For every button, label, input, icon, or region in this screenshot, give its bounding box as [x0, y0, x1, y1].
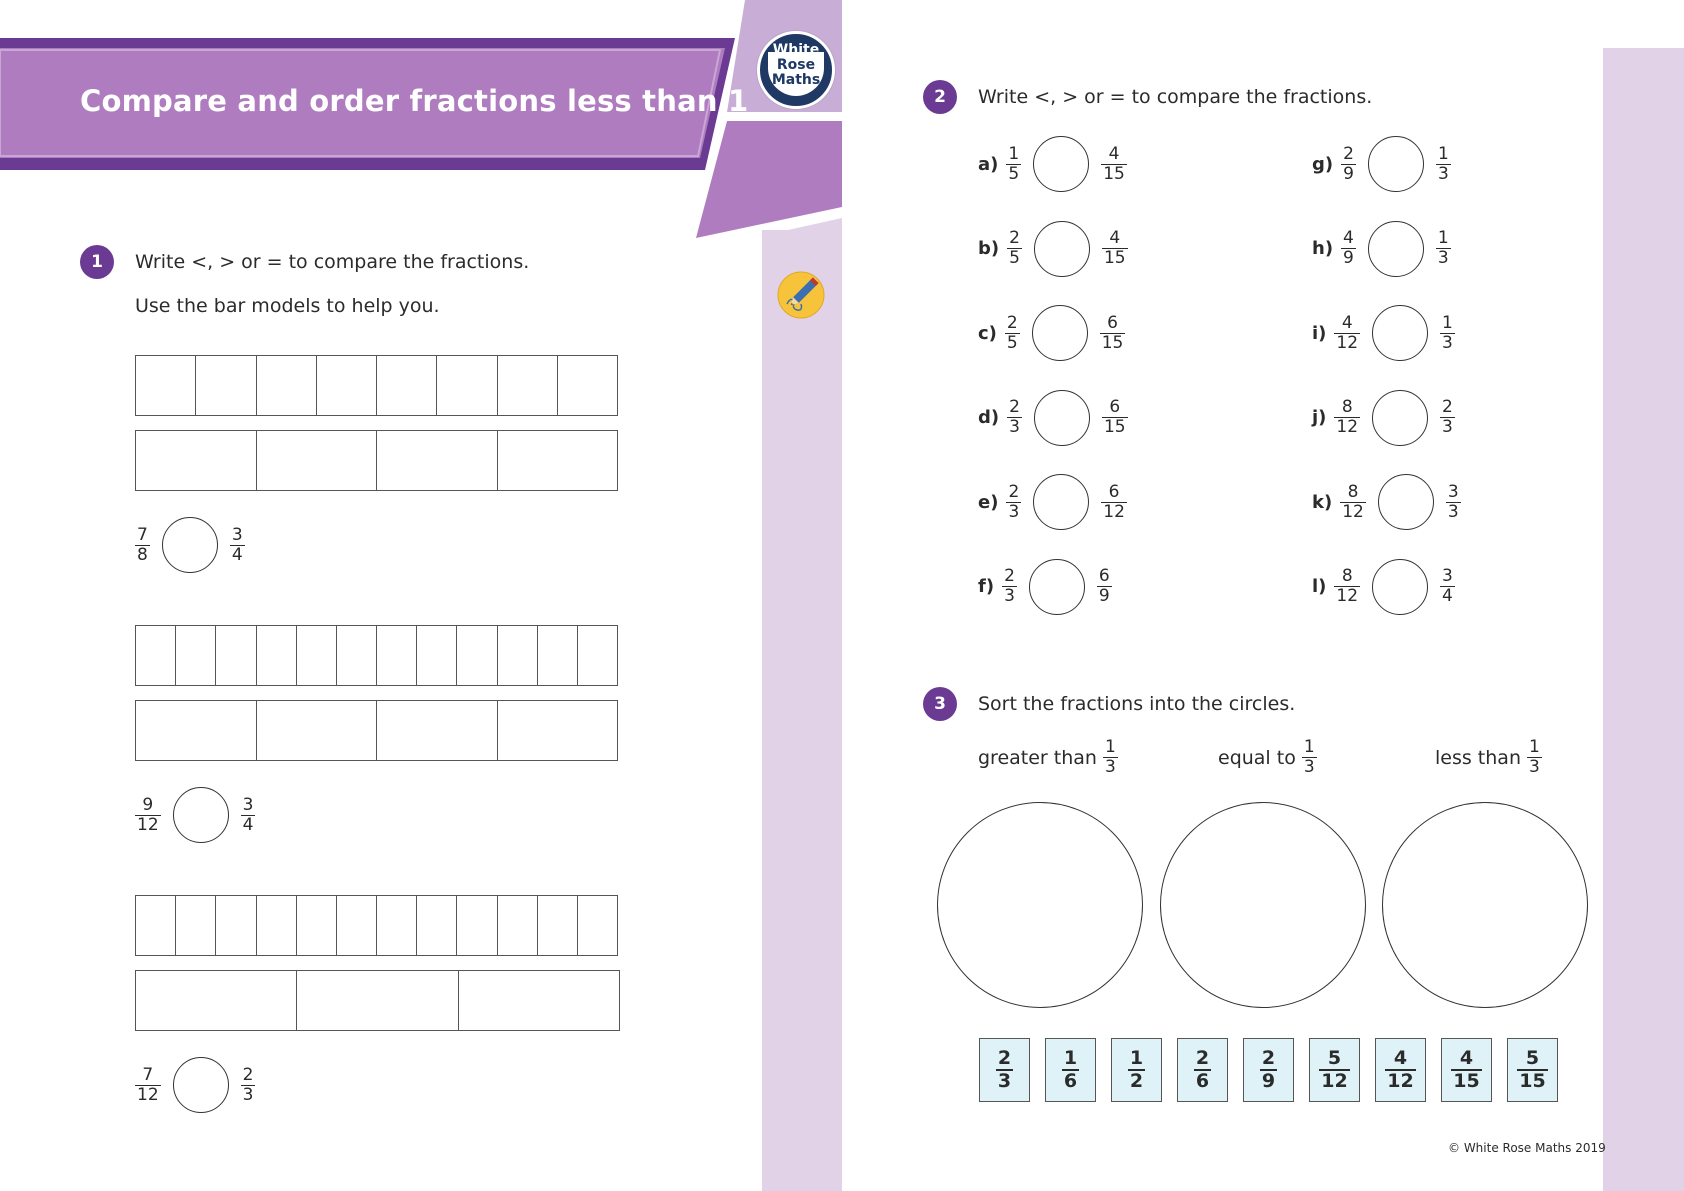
- question-1-number: 1: [80, 245, 114, 279]
- comparison-e: [978, 474, 1127, 530]
- copyright-notice: © White Rose Maths 2019: [1448, 1141, 1606, 1155]
- question-3-instruction: Sort the fractions into the circles.: [978, 693, 1296, 715]
- comparison-g: [1312, 136, 1451, 192]
- bar-cell: [417, 896, 457, 955]
- left-page-margin-strip: [762, 230, 842, 1191]
- right-fraction: [1102, 229, 1128, 268]
- pencil-icon: [777, 271, 825, 319]
- denominator: 4: [1442, 586, 1453, 606]
- question-1-instruction: Write <, > or = to compare the fractions.: [135, 251, 530, 273]
- fraction-card[interactable]: [1309, 1038, 1360, 1102]
- denominator: 9: [1261, 1070, 1276, 1092]
- sort-label-3: [1435, 738, 1542, 777]
- answer-circle[interactable]: [173, 787, 229, 843]
- card-fraction: [1128, 1048, 1145, 1092]
- denominator: 6: [1063, 1070, 1078, 1092]
- bar-cell: [498, 701, 618, 760]
- left-fraction: [1007, 229, 1022, 268]
- comparison-i: [1312, 305, 1455, 361]
- bar-cell: [337, 896, 377, 955]
- numerator: 8: [1341, 397, 1353, 417]
- denominator: 12: [1342, 501, 1364, 522]
- sorting-circle-3[interactable]: [1382, 802, 1588, 1008]
- bar-cell: [498, 356, 558, 415]
- numerator: 1: [1063, 1047, 1078, 1069]
- bar-cell: [377, 896, 417, 955]
- numerator: 2: [1008, 481, 1020, 502]
- item-label: j): [1312, 407, 1327, 428]
- item-label: b): [978, 238, 1000, 259]
- numerator: 8: [1341, 566, 1353, 586]
- numerator: 1: [1129, 1047, 1144, 1069]
- numerator: 4: [1393, 1047, 1408, 1069]
- denominator: 15: [1519, 1070, 1546, 1092]
- bar-cell: [176, 896, 216, 955]
- fraction-card[interactable]: [1375, 1038, 1426, 1102]
- comparison-j: [1312, 390, 1455, 446]
- numerator: 6: [1109, 397, 1121, 417]
- answer-circle[interactable]: [1372, 559, 1428, 615]
- answer-circle[interactable]: [1378, 474, 1434, 530]
- bar-cell: [257, 626, 297, 685]
- bar-cell: [538, 626, 578, 685]
- card-fraction: [1194, 1048, 1211, 1092]
- item-label: i): [1312, 322, 1327, 344]
- numerator: 1: [1303, 737, 1315, 757]
- denominator: 12: [137, 814, 159, 835]
- card-fraction: [996, 1048, 1013, 1092]
- bar-cell: [578, 896, 617, 955]
- card-fraction: [1517, 1048, 1547, 1092]
- answer-circle[interactable]: [1372, 305, 1428, 361]
- bar-cell: [377, 431, 498, 490]
- bar-cell: [457, 896, 497, 955]
- bar-cell: [176, 626, 216, 685]
- left-fraction: [135, 796, 161, 835]
- bar-cell: [459, 971, 619, 1030]
- item-label: g): [1312, 153, 1334, 175]
- numerator: 4: [1459, 1047, 1474, 1069]
- numerator: 9: [142, 794, 154, 815]
- answer-circle[interactable]: [1034, 221, 1090, 277]
- sort-label-text: greater than: [978, 746, 1097, 769]
- answer-circle[interactable]: [1033, 474, 1089, 530]
- numerator: 2: [1442, 397, 1453, 417]
- numerator: 4: [1108, 143, 1120, 164]
- answer-circle[interactable]: [1368, 136, 1424, 192]
- bar-cell: [317, 356, 377, 415]
- fraction-card[interactable]: [1243, 1038, 1294, 1102]
- bar-cell: [136, 356, 196, 415]
- numerator: 4: [1343, 228, 1354, 248]
- right-fraction: [1436, 145, 1451, 184]
- left-fraction: [1334, 314, 1360, 353]
- answer-circle[interactable]: [1029, 559, 1085, 615]
- numerator: 2: [1006, 312, 1018, 333]
- numerator: 1: [1437, 228, 1449, 248]
- left-fraction: [1006, 483, 1021, 522]
- bar-cell: [216, 896, 256, 955]
- bar-cell: [257, 701, 378, 760]
- comparison-c: [978, 305, 1125, 361]
- numerator: 8: [1347, 481, 1359, 502]
- answer-circle[interactable]: [1372, 390, 1428, 446]
- card-fraction: [1451, 1048, 1481, 1092]
- bar-cell: [136, 971, 297, 1030]
- denominator: 4: [231, 544, 243, 565]
- left-fraction: [1006, 145, 1021, 184]
- denominator: 3: [997, 1070, 1012, 1092]
- answer-circle[interactable]: [1034, 390, 1090, 446]
- right-page-margin-strip: [1603, 48, 1684, 1191]
- numerator: 7: [142, 1064, 154, 1085]
- bar-cell: [337, 626, 377, 685]
- page-title: Compare and order fractions less than 1: [80, 84, 749, 118]
- item-label: l): [1312, 576, 1327, 597]
- numerator: 7: [137, 524, 148, 545]
- comparison-l: [1312, 559, 1455, 615]
- comparison-3: [135, 1057, 255, 1113]
- numerator: 1: [1008, 143, 1020, 164]
- bar-cell: [457, 626, 497, 685]
- denominator: 3: [1437, 163, 1449, 184]
- bar-cell: [417, 626, 457, 685]
- left-fraction: [1341, 229, 1356, 268]
- sort-label-text: equal to: [1218, 746, 1296, 769]
- denominator: 5: [1008, 163, 1020, 184]
- left-fraction: [1002, 567, 1017, 606]
- item-label: c): [978, 322, 997, 344]
- bar-cell: [136, 431, 257, 490]
- answer-circle[interactable]: [1032, 305, 1088, 361]
- bar-cell: [297, 626, 337, 685]
- question-2-number: 2: [923, 80, 957, 114]
- sort-label-text: less than: [1435, 746, 1521, 769]
- bar-model-2-1: [135, 625, 618, 686]
- bar-cell: [297, 971, 458, 1030]
- numerator: 3: [242, 794, 254, 815]
- bar-model-2-2: [135, 700, 618, 761]
- right-fraction: [241, 796, 256, 835]
- card-fraction: [1260, 1048, 1277, 1092]
- denominator: 3: [1303, 757, 1315, 777]
- denominator: 15: [1103, 417, 1126, 437]
- denominator: 12: [137, 1084, 159, 1105]
- sorting-circle-2[interactable]: [1160, 802, 1366, 1008]
- bar-cell: [377, 356, 437, 415]
- left-fraction: [1341, 145, 1356, 184]
- sort-label-fraction: [1103, 738, 1118, 777]
- denominator: 3: [1009, 417, 1020, 437]
- denominator: 12: [1336, 586, 1359, 606]
- numerator: 4: [1341, 312, 1353, 333]
- numerator: 2: [1004, 566, 1015, 586]
- item-label: k): [1312, 491, 1333, 513]
- numerator: 1: [1442, 312, 1453, 333]
- item-label: d): [978, 407, 1000, 428]
- right-fraction: [241, 1066, 256, 1105]
- fraction-card[interactable]: [1507, 1038, 1558, 1102]
- fraction-card[interactable]: [1111, 1038, 1162, 1102]
- numerator: 2: [1343, 143, 1354, 164]
- bar-model-3-1: [135, 895, 618, 956]
- denominator: 15: [1453, 1070, 1480, 1092]
- numerator: 2: [1009, 397, 1020, 417]
- numerator: 6: [1108, 481, 1120, 502]
- left-fraction: [1005, 314, 1020, 353]
- bar-cell: [257, 431, 378, 490]
- denominator: 3: [1437, 248, 1449, 268]
- denominator: 3: [1528, 757, 1540, 777]
- header-banner: [0, 0, 842, 240]
- left-fraction: [135, 1066, 161, 1105]
- denominator: 3: [1447, 501, 1459, 522]
- numerator: 3: [231, 524, 243, 545]
- denominator: 12: [1387, 1070, 1414, 1092]
- item-label: a): [978, 153, 999, 175]
- numerator: 1: [1528, 737, 1540, 757]
- right-fraction: [230, 526, 245, 565]
- numerator: 2: [242, 1064, 254, 1085]
- sorting-circle-1[interactable]: [937, 802, 1143, 1008]
- answer-circle[interactable]: [1033, 136, 1089, 192]
- bar-cell: [297, 896, 337, 955]
- bar-cell: [538, 896, 578, 955]
- denominator: 5: [1006, 332, 1018, 353]
- denominator: 12: [1103, 501, 1125, 522]
- numerator: 2: [1261, 1047, 1276, 1069]
- numerator: 3: [1442, 566, 1453, 586]
- left-fraction: [1334, 398, 1360, 437]
- left-fraction: [135, 526, 150, 565]
- answer-circle[interactable]: [162, 517, 218, 573]
- bar-cell: [498, 431, 618, 490]
- sort-label-1: [978, 738, 1118, 777]
- bar-cell: [136, 896, 176, 955]
- numerator: 5: [1327, 1047, 1342, 1069]
- right-fraction: [1102, 398, 1128, 437]
- bar-cell: [578, 626, 617, 685]
- numerator: 2: [997, 1047, 1012, 1069]
- comparison-2: [135, 787, 255, 843]
- numerator: 4: [1109, 228, 1121, 248]
- left-fraction: [1334, 567, 1360, 606]
- card-fraction: [1385, 1048, 1415, 1092]
- card-fraction: [1062, 1048, 1079, 1092]
- fraction-card[interactable]: [1441, 1038, 1492, 1102]
- comparison-b: [978, 221, 1128, 277]
- bar-cell: [136, 701, 257, 760]
- right-fraction: [1440, 314, 1455, 353]
- comparison-1: [135, 517, 245, 573]
- bar-cell: [437, 356, 497, 415]
- right-fraction: [1100, 314, 1126, 353]
- bar-model-3-2: [135, 970, 620, 1031]
- denominator: 9: [1343, 163, 1354, 184]
- fraction-card[interactable]: [979, 1038, 1030, 1102]
- numerator: 2: [1009, 228, 1020, 248]
- item-label: h): [1312, 238, 1334, 259]
- denominator: 12: [1336, 417, 1359, 437]
- denominator: 15: [1103, 163, 1125, 184]
- left-fraction: [1007, 398, 1022, 437]
- answer-circle[interactable]: [173, 1057, 229, 1113]
- fraction-card[interactable]: [1045, 1038, 1096, 1102]
- bar-cell: [498, 626, 538, 685]
- denominator: 3: [1104, 757, 1116, 777]
- white-rose-maths-logo: White Rose Maths: [757, 31, 835, 109]
- denominator: 2: [1129, 1070, 1144, 1092]
- denominator: 3: [242, 1084, 254, 1105]
- fraction-card[interactable]: [1177, 1038, 1228, 1102]
- sort-label-fraction: [1302, 738, 1317, 777]
- numerator: 5: [1525, 1047, 1540, 1069]
- numerator: 1: [1104, 737, 1116, 757]
- right-fraction: [1097, 567, 1112, 606]
- denominator: 12: [1336, 332, 1359, 353]
- numerator: 6: [1098, 566, 1110, 586]
- bar-cell: [216, 626, 256, 685]
- numerator: 1: [1437, 143, 1449, 164]
- denominator: 5: [1009, 248, 1020, 268]
- item-label: f): [978, 576, 995, 597]
- bar-cell: [257, 356, 317, 415]
- numerator: 2: [1195, 1047, 1210, 1069]
- bar-cell: [498, 896, 538, 955]
- comparison-a: [978, 136, 1127, 192]
- comparison-k: [1312, 474, 1461, 530]
- right-fraction: [1440, 398, 1455, 437]
- card-fraction: [1319, 1048, 1349, 1092]
- sort-label-fraction: [1527, 738, 1542, 777]
- question-2-instruction: Write <, > or = to compare the fractions.: [978, 86, 1373, 108]
- denominator: 4: [242, 814, 254, 835]
- left-fraction: [1340, 483, 1366, 522]
- numerator: 6: [1107, 312, 1118, 333]
- bar-cell: [257, 896, 297, 955]
- right-fraction: [1101, 483, 1127, 522]
- bar-model-1-2: [135, 430, 618, 491]
- numerator: 3: [1447, 481, 1459, 502]
- denominator: 9: [1098, 586, 1110, 606]
- right-fraction: [1436, 229, 1451, 268]
- bar-cell: [136, 626, 176, 685]
- right-fraction: [1101, 145, 1127, 184]
- denominator: 12: [1321, 1070, 1348, 1092]
- bar-cell: [558, 356, 617, 415]
- sort-label-2: [1218, 738, 1317, 777]
- denominator: 6: [1195, 1070, 1210, 1092]
- comparison-h: [1312, 221, 1451, 277]
- comparison-f: [978, 559, 1112, 615]
- denominator: 8: [137, 544, 148, 565]
- denominator: 15: [1101, 332, 1124, 353]
- right-fraction: [1440, 567, 1455, 606]
- denominator: 3: [1442, 417, 1453, 437]
- denominator: 3: [1008, 501, 1020, 522]
- denominator: 9: [1343, 248, 1354, 268]
- bar-cell: [377, 701, 498, 760]
- denominator: 3: [1442, 332, 1453, 353]
- question-1-hint: Use the bar models to help you.: [135, 295, 440, 317]
- right-fraction: [1446, 483, 1461, 522]
- bar-cell: [377, 626, 417, 685]
- denominator: 3: [1004, 586, 1015, 606]
- question-3-number: 3: [923, 687, 957, 721]
- item-label: e): [978, 491, 999, 513]
- bar-model-1-1: [135, 355, 618, 416]
- comparison-d: [978, 390, 1128, 446]
- bar-cell: [196, 356, 256, 415]
- answer-circle[interactable]: [1368, 221, 1424, 277]
- denominator: 15: [1103, 248, 1126, 268]
